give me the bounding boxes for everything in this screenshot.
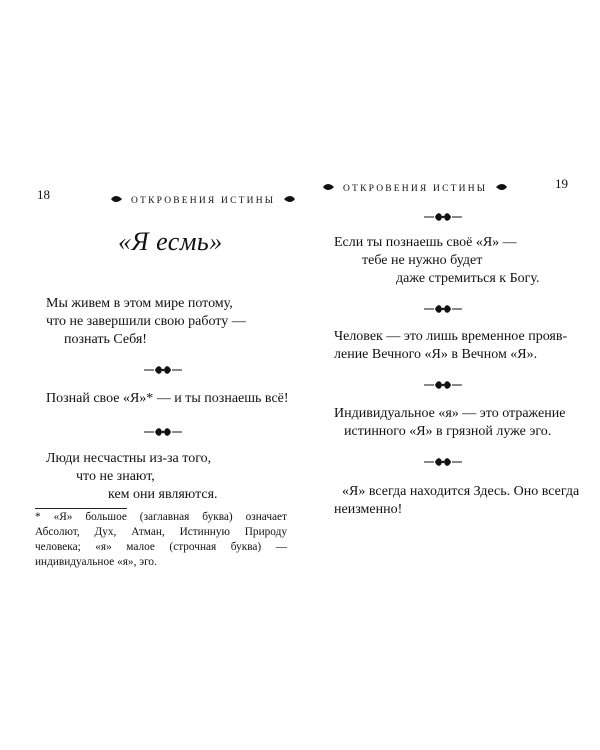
text-line: Познай свое «Я»* — и ты познаешь всё! <box>46 391 289 406</box>
separator-ornament-icon <box>142 363 184 375</box>
text-line: истинного «Я» в грязной луже эго. <box>344 424 552 439</box>
fleuron-right-icon <box>283 195 296 203</box>
paragraph <box>334 483 579 519</box>
text-line: неизменно! <box>334 502 403 517</box>
text-line: Мы живем в этом мире потому, <box>46 296 233 311</box>
fleuron-right-icon <box>495 183 508 191</box>
fleuron-left-icon <box>322 183 335 191</box>
right-page <box>300 0 600 750</box>
text-line: что не знают, <box>76 469 155 484</box>
running-head <box>322 178 508 196</box>
paragraph <box>334 234 539 288</box>
text-line: кем они являются. <box>108 487 218 502</box>
text-line: что не завершили свою работу — <box>46 314 246 329</box>
separator-ornament-icon <box>142 425 184 437</box>
fleuron-left-icon <box>110 195 123 203</box>
text-line: Индивидуальное «я» — это отражение <box>334 406 566 421</box>
separator-ornament-icon <box>422 455 464 467</box>
text-line: Человек — это лишь временное прояв- <box>334 329 568 344</box>
running-head <box>110 190 296 208</box>
text-line: Люди несчастны из-за того, <box>46 451 212 466</box>
footnote-line: человека; «я» малое (строчная буква) — <box>35 541 287 553</box>
page-number: 18 <box>37 187 50 202</box>
footnote-line: * «Я» большое (заглавная буква) означает <box>35 511 287 523</box>
paragraph <box>46 295 246 349</box>
text-line: познать Себя! <box>64 332 147 347</box>
separator-ornament-icon <box>422 378 464 390</box>
text-line: Если ты познаешь своё «Я» — <box>334 235 517 250</box>
footnote <box>35 510 287 570</box>
paragraph <box>46 450 218 504</box>
separator-ornament-icon <box>422 210 464 222</box>
page-number: 19 <box>555 176 568 191</box>
footnote-rule <box>35 508 127 509</box>
page-title: «Я есмь» <box>118 227 223 256</box>
text-line: «Я» всегда находится Здесь. Оно всегда <box>342 484 580 499</box>
footnote-line: индивидуальное «я», эго. <box>35 556 157 568</box>
paragraph <box>334 328 567 364</box>
running-head-text: ОТКРОВЕНИЯ ИСТИНЫ <box>343 184 488 194</box>
text-line: тебе не нужно будет <box>362 253 483 268</box>
paragraph <box>46 390 289 408</box>
text-line: ление Вечного «Я» в Вечном «Я». <box>334 347 538 362</box>
text-line: даже стремиться к Богу. <box>396 271 540 286</box>
separator-ornament-icon <box>422 302 464 314</box>
running-head-text: ОТКРОВЕНИЯ ИСТИНЫ <box>131 196 276 206</box>
paragraph <box>334 405 565 441</box>
footnote-line: Абсолют, Дух, Атман, Истинную Природу <box>35 526 287 538</box>
